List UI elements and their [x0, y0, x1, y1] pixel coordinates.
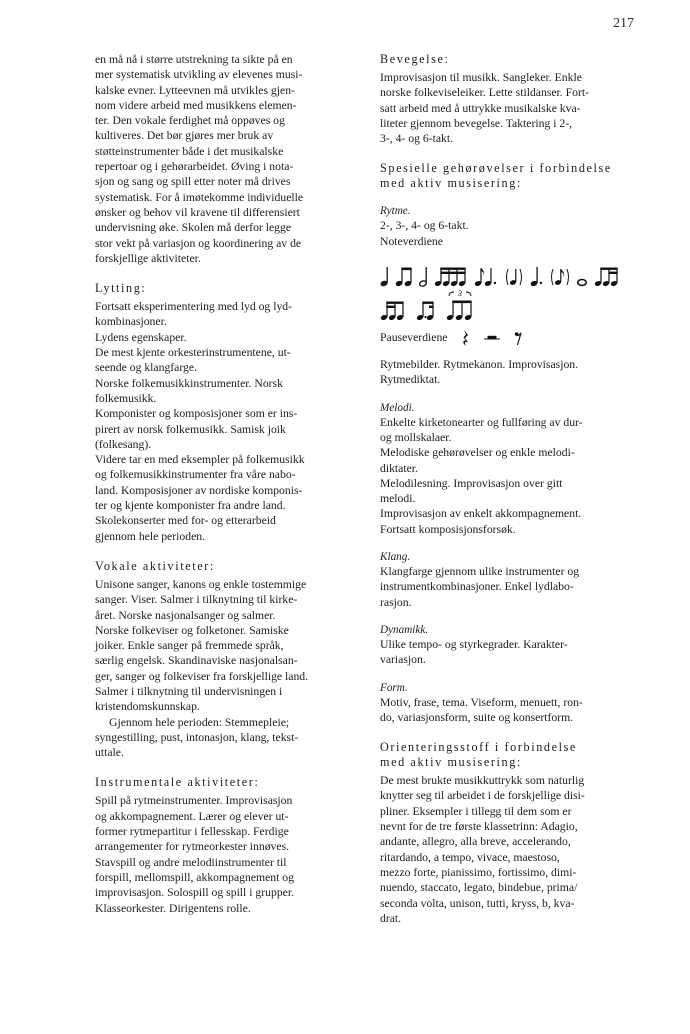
text-line: forskjellige aktiviteter. — [95, 251, 201, 265]
heading-line: med aktiv musisering: — [380, 755, 522, 770]
text-line: folkemusikk. — [95, 391, 157, 405]
text-line: mer systematisk utvikling av elevenes musi- — [95, 68, 303, 82]
text-line: kristendomskunnskap. — [95, 700, 200, 714]
text-line: Improvisasjon til musikk. Sangleker. Enkle — [380, 71, 582, 84]
note-values-row-2 — [380, 291, 636, 321]
text-line: Stavspill og andre melodiinstrumenter til — [95, 855, 287, 869]
triplet-eighths-icon — [446, 289, 474, 321]
quarter-rest-icon — [462, 329, 470, 347]
vokale-heading: Vokale aktiviteter: — [95, 558, 215, 573]
text-line: do, variasjonsform, suite og konsertform. — [380, 710, 574, 724]
right-column — [380, 52, 636, 926]
text-line: Norske folkemusikkinstrumenter. Norsk — [95, 376, 283, 390]
text-line: Lydens egenskaper. — [95, 330, 187, 344]
heading-line: Orienteringsstoff i forbindelse — [380, 740, 577, 755]
text-line: knytter seg til arbeidet i de forskjellige disi- — [380, 789, 585, 803]
text-line: (folkesang). — [95, 437, 152, 451]
heading-line: med aktiv musisering: — [380, 176, 522, 191]
melodi-subheading: Melodi. — [380, 401, 415, 414]
text-line: ger, sanger og folkeviser fra forskjellige land. — [95, 669, 309, 683]
text-line: joiker. Enkle sanger på fremmede språk, — [95, 639, 284, 653]
four-sixteenths-icon — [434, 265, 468, 287]
dynamikk-subheading: Dynamikk. — [380, 623, 429, 636]
orientering-section — [380, 773, 636, 926]
text-line: sjon og sang og spill etter noter må drives — [95, 175, 291, 189]
text-line: systematisk. For å imøtekomme individuelle — [95, 190, 304, 204]
whole-note-icon — [577, 265, 588, 287]
text-line: improvisasjon. Solospill og spill i grupper. — [95, 886, 295, 900]
text-line: variasjon. — [380, 653, 426, 667]
melodi-section — [380, 415, 636, 537]
text-line: Rytmebilder. Rytmekanon. Improvisasjon. — [380, 358, 579, 372]
text-line: former rytmepartitur i fellesskap. Ferdige — [95, 825, 289, 839]
eighth-rest-icon — [514, 330, 522, 346]
text-line: kultiveres. Det bør gjøres mer bruk av — [95, 129, 274, 143]
text-line: Klangfarge gjennom ulike instrumenter og — [380, 565, 580, 579]
two-eighths-icon — [395, 265, 413, 287]
text-line: Enkelte kirketonearter og fullføring av dur- — [380, 415, 583, 429]
klang-subheading: Klang. — [380, 551, 411, 564]
text-line: De mest kjente orkesterinstrumentene, ut- — [95, 346, 291, 360]
text-line: drat. — [380, 911, 402, 925]
text-line: De mest brukte musikkuttrykk som naturlig — [380, 774, 585, 788]
text-line: repertoar og i gehørarbeidet. Øving i nota- — [95, 160, 294, 174]
text-line: uttale. — [95, 746, 124, 760]
text-line: ter og kjente komponister fra andre land. — [95, 499, 286, 513]
text-line: liteter gjennom bevegelse. Taktering i 2-, — [380, 116, 573, 130]
text-line: diktater. — [380, 461, 418, 475]
text-line: Gjennom hele perioden: Stemmepleie; — [109, 715, 290, 729]
text-line: nom videre arbeid med musikkens elemen- — [95, 98, 297, 112]
text-line: Melodiske gehørøvelser og enkle melodi- — [380, 446, 575, 460]
klang-section — [380, 564, 636, 610]
text-line: ter. Den vokale ferdighet må oppøves og — [95, 114, 285, 128]
text-line: Skolekonserter med for- og etterarbeid — [95, 514, 276, 528]
text-line: Improvisasjon av enkelt akkompagnement. — [380, 507, 582, 521]
text-line: seende og klangfarge. — [95, 361, 198, 375]
text-line: og akkompagnement. Lærer og elever ut- — [95, 809, 289, 823]
text-line: en må nå i større utstrekning ta sikte på en — [95, 53, 293, 66]
orientering-heading — [380, 740, 636, 770]
form-section — [380, 695, 636, 726]
text-line: støtteinstrumenter både i det musikalske — [95, 144, 284, 158]
text-line: melodi. — [380, 492, 416, 506]
lytting-section — [95, 299, 353, 544]
instrumentale-heading: Instrumentale aktiviteter: — [95, 775, 260, 790]
pause-label: Pauseverdiene — [380, 331, 448, 345]
page-number: 217 — [613, 16, 634, 31]
text-line: norske folkeviseleiker. Lette stildanser. Fort- — [380, 86, 590, 100]
text-line: særlig engelsk. Skandinaviske nasjonalsan- — [95, 654, 298, 668]
dotted-eighth-sixteenth-icon — [416, 297, 436, 321]
bevegelse-section — [380, 70, 636, 146]
half-rest-icon — [484, 333, 500, 343]
text-line: året. Norske nasjonalsanger og salmer. — [95, 608, 276, 622]
text-line: andante, allegro, alla breve, accelerando, — [380, 835, 571, 849]
text-line: Norske folkeviser og folketoner. Samiske — [95, 623, 289, 637]
rytme-subheading: Rytme. — [380, 205, 411, 218]
text-line: ønsker og behov vil kravene til differensiert — [95, 205, 300, 219]
text-line: Salmer i tilknytning til undervisningen i — [95, 684, 283, 698]
text-line: land. Komposisjoner av nordiske komponis- — [95, 483, 303, 497]
spesielle-heading — [380, 161, 636, 191]
text-line: mezzo forte, pianissimo, fortissimo, dimi- — [380, 865, 577, 879]
text-line: og folkemusikkinstrumenter fra våre nabo- — [95, 468, 296, 482]
text-line: undervisning øke. Skolen må derfor legge — [95, 221, 292, 235]
bracketed-eighth-icon — [549, 265, 571, 287]
form-subheading: Form. — [380, 681, 408, 694]
half-note-icon — [419, 265, 428, 287]
eighth-dotted-quarter-icon — [474, 265, 498, 287]
instrumentale-section — [95, 793, 353, 915]
intro-paragraph — [95, 52, 353, 266]
two-sixteenths-eighth-icon — [380, 297, 406, 321]
text-line: pliner. Eksempler i tillegg til dem som er — [380, 804, 572, 818]
note-values-row-1 — [380, 257, 636, 287]
text-line: Ulike tempo- og styrkegrader. Karakter- — [380, 637, 568, 651]
text-line: arrangementer for rytmeorkester innøves. — [95, 840, 290, 854]
text-line: Rytmediktat. — [380, 373, 441, 387]
text-line: seconda volta, unison, tutti, kryss, b, kva- — [380, 896, 575, 910]
quarter-note-icon — [380, 265, 389, 287]
vokale-section — [95, 577, 353, 761]
text-line: 2-, 3-, 4- og 6-takt. — [380, 219, 469, 233]
text-line: stor vekt på variasjon og koordinering av de — [95, 236, 302, 250]
text-line: Unisone sanger, kanons og enkle tostemmige — [95, 577, 307, 591]
text-line: nevnt for de tre første klassetrinn: Adagio, — [380, 820, 578, 834]
text-line: Spill på rytmeinstrumenter. Improvisasjon — [95, 794, 293, 808]
text-line: Motiv, frase, tema. Viseform, menuett, ron- — [380, 695, 583, 709]
text-line: Klasseorkester. Dirigentens rolle. — [95, 901, 251, 915]
pause-values-row — [380, 329, 636, 347]
text-line: rasjon. — [380, 595, 412, 609]
text-line: ritardando, a tempo, vivace, maestoso, — [380, 850, 560, 864]
dotted-quarter-icon — [530, 265, 543, 287]
text-line: Komponister og komposisjoner som er ins- — [95, 407, 298, 421]
eighth-two-sixteenths-icon — [594, 265, 620, 287]
text-line: Fortsatt komposisjonsforsøk. — [380, 522, 516, 536]
lytting-heading: Lytting: — [95, 281, 147, 296]
triplet-number: 3 — [458, 289, 462, 299]
text-line: Melodilesning. Improvisasjon over gitt — [380, 476, 563, 490]
text-line: og mollskalaer. — [380, 430, 452, 444]
dynamikk-section — [380, 637, 636, 668]
text-line: nuendo, staccato, legato, bindebue, prima/ — [380, 881, 578, 895]
text-line: sanger. Viser. Salmer i tilknytning til kirke- — [95, 593, 298, 607]
text-line: syngestilling, pust, intonasjon, klang, tekst- — [95, 730, 299, 744]
text-line: Videre tar en med eksempler på folkemusikk — [95, 453, 305, 467]
text-line: Noteverdiene — [380, 234, 443, 248]
text-line: instrumentkombinasjoner. Enkel lydlabo- — [380, 580, 574, 594]
text-line: pirert av norsk folkemusikk. Samisk joik — [95, 422, 286, 436]
left-column — [95, 52, 353, 916]
text-line: forspill, mellomspill, akkompagnement og — [95, 870, 294, 884]
text-line: satt arbeid med å uttrykke musikalske kva- — [380, 101, 581, 115]
text-line: kalske evner. Lytteevnen må utvikles gjen- — [95, 83, 295, 97]
text-line: 3-, 4- og 6-takt. — [380, 132, 454, 146]
text-line: gjennom hele perioden. — [95, 529, 206, 543]
text-line: kombinasjoner. — [95, 315, 167, 329]
text-line: Fortsatt eksperimentering med lyd og lyd- — [95, 300, 293, 314]
heading-line: Spesielle gehørøvelser i forbindelse — [380, 161, 612, 176]
bevegelse-heading: Bevegelse: — [380, 52, 450, 66]
bracketed-quarter-icon — [504, 265, 524, 287]
